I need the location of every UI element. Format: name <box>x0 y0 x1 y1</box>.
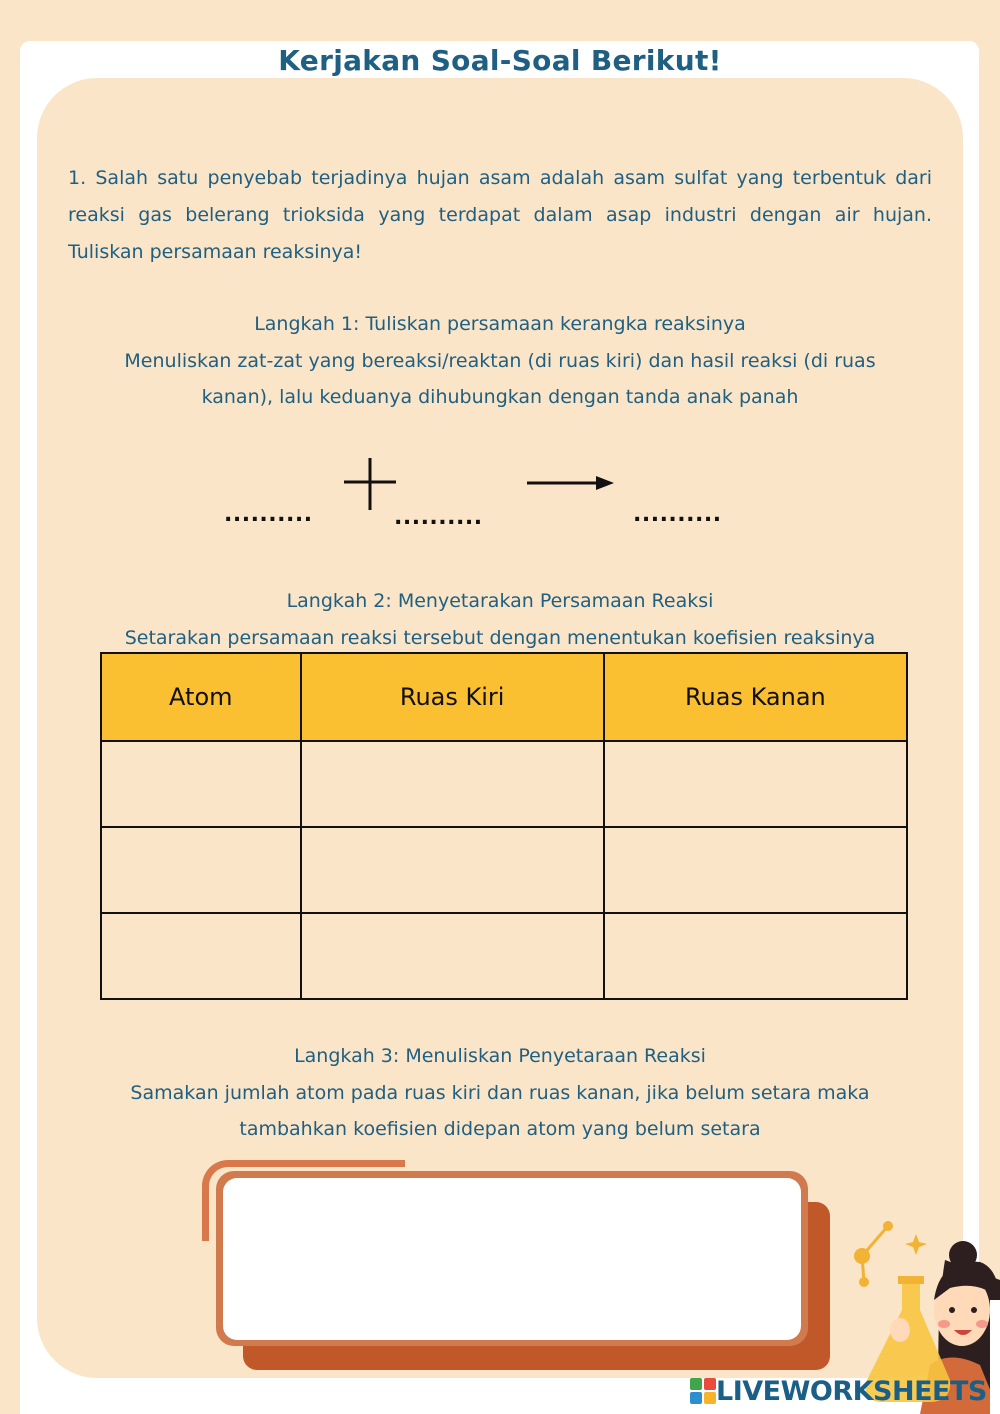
reactant-1-blank[interactable]: .......... <box>224 502 313 527</box>
step-1-instruction-line-1: Menuliskan zat-zat yang bereaksi/reaktan (di ruas kiri) dan hasil reaksi (di ruas <box>124 349 876 372</box>
header-ruas-kiri: Ruas Kiri <box>301 653 604 741</box>
table-cell-ruas-kiri[interactable] <box>301 827 604 913</box>
reactant-2-blank[interactable]: .......... <box>394 505 483 530</box>
product-blank[interactable]: .......... <box>633 502 722 527</box>
plus-icon <box>344 458 396 510</box>
page-title: Kerjakan Soal-Soal Berikut! <box>278 44 722 77</box>
table-cell-atom[interactable] <box>101 827 301 913</box>
header-ruas-kanan: Ruas Kanan <box>604 653 907 741</box>
arrow-right-icon <box>527 476 614 490</box>
step-2-instruction: Setarakan persamaan reaksi tersebut dengan menentukan koefisien reaksinya <box>124 626 876 649</box>
table-cell-ruas-kiri[interactable] <box>301 741 604 827</box>
logo-icon <box>690 1378 716 1404</box>
step-3-instruction-line-2: tambahkan koefisien didepan atom yang belum setara <box>239 1118 761 1140</box>
answer-input[interactable] <box>223 1178 801 1340</box>
table-row <box>101 913 907 999</box>
table-cell-ruas-kanan[interactable] <box>604 827 907 913</box>
step-3-title: Langkah 3: Menuliskan Penyetaraan Reaksi <box>294 1045 706 1067</box>
balancing-table <box>100 652 908 1000</box>
header-atom: Atom <box>101 653 301 741</box>
table-cell-ruas-kanan[interactable] <box>604 741 907 827</box>
question-text: 1. Salah satu penyebab terjadinya hujan asam adalah asam sulfat yang terbentuk dari reaksi gas belerang trioksida yang terdapat dalam asap industri dengan air hujan. Tuliskan persamaan reaksinya! <box>68 167 932 263</box>
step-1-block <box>60 306 940 416</box>
step-3-instruction-line-1: Samakan jumlah atom pada ruas kiri dan ruas kanan, jika belum setara maka <box>130 1081 870 1104</box>
table-cell-atom[interactable] <box>101 741 301 827</box>
step-2-block <box>60 583 940 656</box>
sparkle-icon <box>905 1234 927 1255</box>
table-cell-ruas-kiri[interactable] <box>301 913 604 999</box>
liveworksheets-logo <box>690 1374 987 1408</box>
table-cell-atom[interactable] <box>101 913 301 999</box>
reaction-equation <box>0 450 1000 530</box>
logo-text: LIVEWORKSHEETS <box>716 1375 987 1407</box>
table-row <box>101 827 907 913</box>
step-1-instruction-line-2: kanan), lalu keduanya dihubungkan dengan tanda anak panah <box>201 386 799 408</box>
step-2-title: Langkah 2: Menyetarakan Persamaan Reaksi <box>286 590 714 612</box>
table-cell-ruas-kanan[interactable] <box>604 913 907 999</box>
molecule-icon <box>854 1221 893 1287</box>
table-header-row <box>101 653 907 741</box>
table-row <box>101 741 907 827</box>
step-1-title: Langkah 1: Tuliskan persamaan kerangka reaksinya <box>254 313 746 335</box>
step-3-block <box>60 1038 940 1148</box>
